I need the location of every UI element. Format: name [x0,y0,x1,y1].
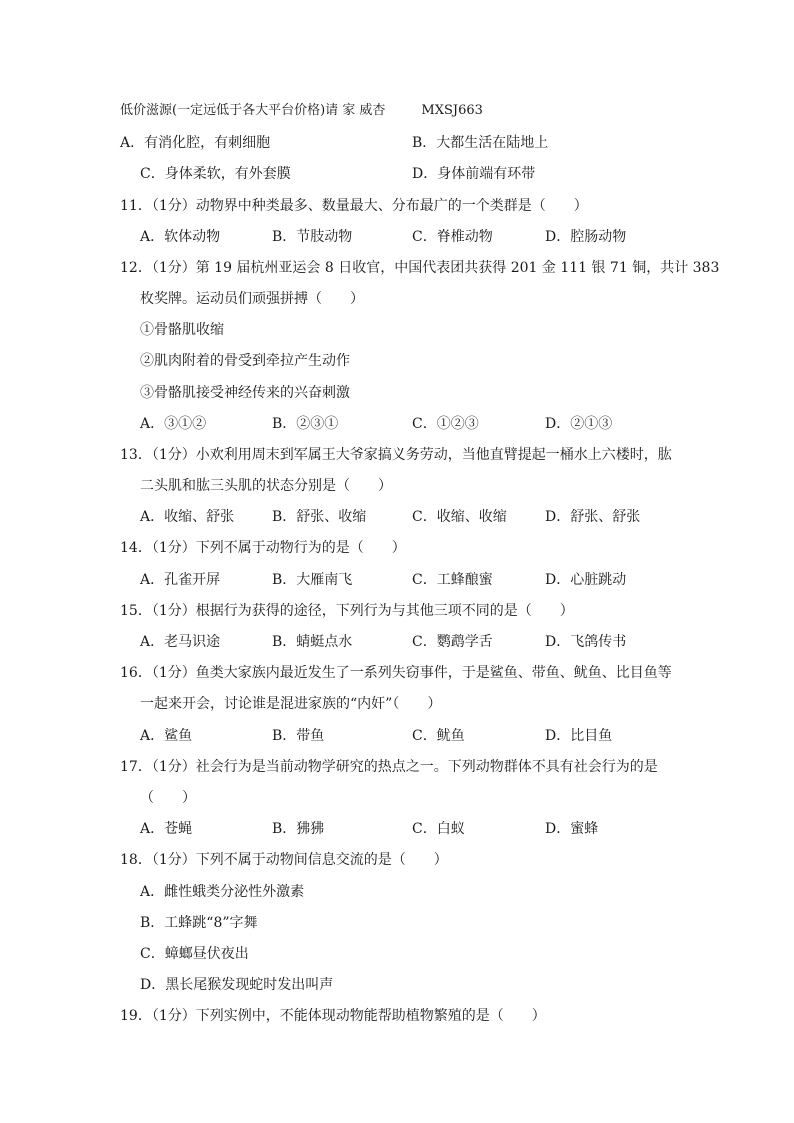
q17-stem-line2: （ ） [140,790,196,806]
q10-option-c[interactable]: C．身体柔软，有外套膜 [140,166,291,182]
q13-stem-line2: 二头肌和肱三头肌的状态分别是（ ） [140,478,392,494]
q10-option-d[interactable]: D．身体前端有环带 [412,166,536,182]
q12-item-1: ①骨骼肌收缩 [140,322,224,338]
q11-option-b[interactable]: B．节肢动物 [272,229,353,245]
q11-option-a[interactable]: A．软体动物 [140,229,221,245]
q14-option-b[interactable]: B．大雁南飞 [272,572,353,588]
q18-option-c[interactable]: C．蟑螂昼伏夜出 [140,946,249,962]
q17-option-c[interactable]: C．白蚁 [412,821,465,837]
q11-option-d[interactable]: D．腔肠动物 [545,229,627,245]
q11-stem: 11．（1分）动物界中种类最多、数量最大、分布最广的一个类群是（ ） [120,198,588,214]
q18-option-d[interactable]: D．黑长尾猴发现蛇时发出叫声 [140,977,334,993]
q12-item-3: ③骨骼肌接受神经传来的兴奋刺激 [140,385,350,401]
q14-stem: 14．（1分）下列不属于动物行为的是（ ） [120,540,406,556]
q10-option-a[interactable]: A．有消化腔，有刺细胞 [120,135,271,151]
q18-option-b[interactable]: B．工蜂跳“8”字舞 [140,915,258,931]
q12-option-c[interactable]: C．①②③ [412,416,479,432]
q15-option-a[interactable]: A．老马识途 [140,634,221,650]
q17-option-b[interactable]: B．狒狒 [272,821,325,837]
q16-stem-line1: 16．（1分）鱼类大家族内最近发生了一系列失窃事件，于是鲨鱼、带鱼、鱿鱼、比目鱼等 [120,665,672,681]
q12-item-2: ②肌肉附着的骨受到牵拉产生动作 [140,353,350,369]
q11-option-c[interactable]: C．脊椎动物 [412,229,493,245]
q10-option-b[interactable]: B．大都生活在陆地上 [412,135,549,151]
q14-option-c[interactable]: C．工蜂酿蜜 [412,572,493,588]
q17-option-d[interactable]: D．蜜蜂 [545,821,599,837]
q15-stem: 15．（1分）根据行为获得的途径，下列行为与其他三项不同的是（ ） [120,603,574,619]
watermark-code: MXSJ663 [421,103,483,118]
q16-option-d[interactable]: D．比目鱼 [545,728,613,744]
q12-stem-line1: 12．（1分）第 19 届杭州亚运会 8 日收官，中国代表团共获得 201 金 111 银 71 铜，共计 383 [120,260,720,276]
q15-option-c[interactable]: C．鹦鹉学舌 [412,634,493,650]
watermark-line [120,101,483,121]
q13-option-a[interactable]: A．收缩、舒张 [140,509,235,525]
q17-option-a[interactable]: A．苍蝇 [140,821,193,837]
q16-stem-line2: 一起来开会，讨论谁是混进家族的“内奸”（ ） [140,696,442,712]
q17-stem-line1: 17．（1分）社会行为是当前动物学研究的热点之一。下列动物群体不具有社会行为的是 [120,759,658,775]
q13-option-d[interactable]: D．舒张、舒张 [545,509,641,525]
q18-option-a[interactable]: A．雌性蛾类分泌性外激素 [140,884,305,900]
q16-option-a[interactable]: A．鲨鱼 [140,728,193,744]
q18-stem: 18．（1分）下列不属于动物间信息交流的是（ ） [120,852,448,868]
q12-option-a[interactable]: A．③①② [140,416,207,432]
q12-option-b[interactable]: B．②③① [272,416,339,432]
watermark-text: 低价滋源(一定远低于各大平台价格)请 家 威杏 [120,103,386,118]
q16-option-b[interactable]: B．带鱼 [272,728,325,744]
q14-option-d[interactable]: D．心脏跳动 [545,572,627,588]
q14-option-a[interactable]: A．孔雀开屏 [140,572,221,588]
q12-option-d[interactable]: D．②①③ [545,416,613,432]
q13-option-b[interactable]: B．舒张、收缩 [272,509,367,525]
q15-option-b[interactable]: B．蜻蜓点水 [272,634,353,650]
q13-stem-line1: 13．（1分）小欢利用周末到军属王大爷家搞义务劳动，当他直臂提起一桶水上六楼时，肱 [120,447,672,463]
q15-option-d[interactable]: D．飞鸽传书 [545,634,627,650]
q16-option-c[interactable]: C．鱿鱼 [412,728,465,744]
q13-option-c[interactable]: C．收缩、收缩 [412,509,507,525]
q12-stem-line2: 枚奖牌。运动员们顽强拼搏（ ） [140,291,364,307]
q19-stem: 19．（1分）下列实例中，不能体现动物能帮助植物繁殖的是（ ） [120,1008,546,1024]
